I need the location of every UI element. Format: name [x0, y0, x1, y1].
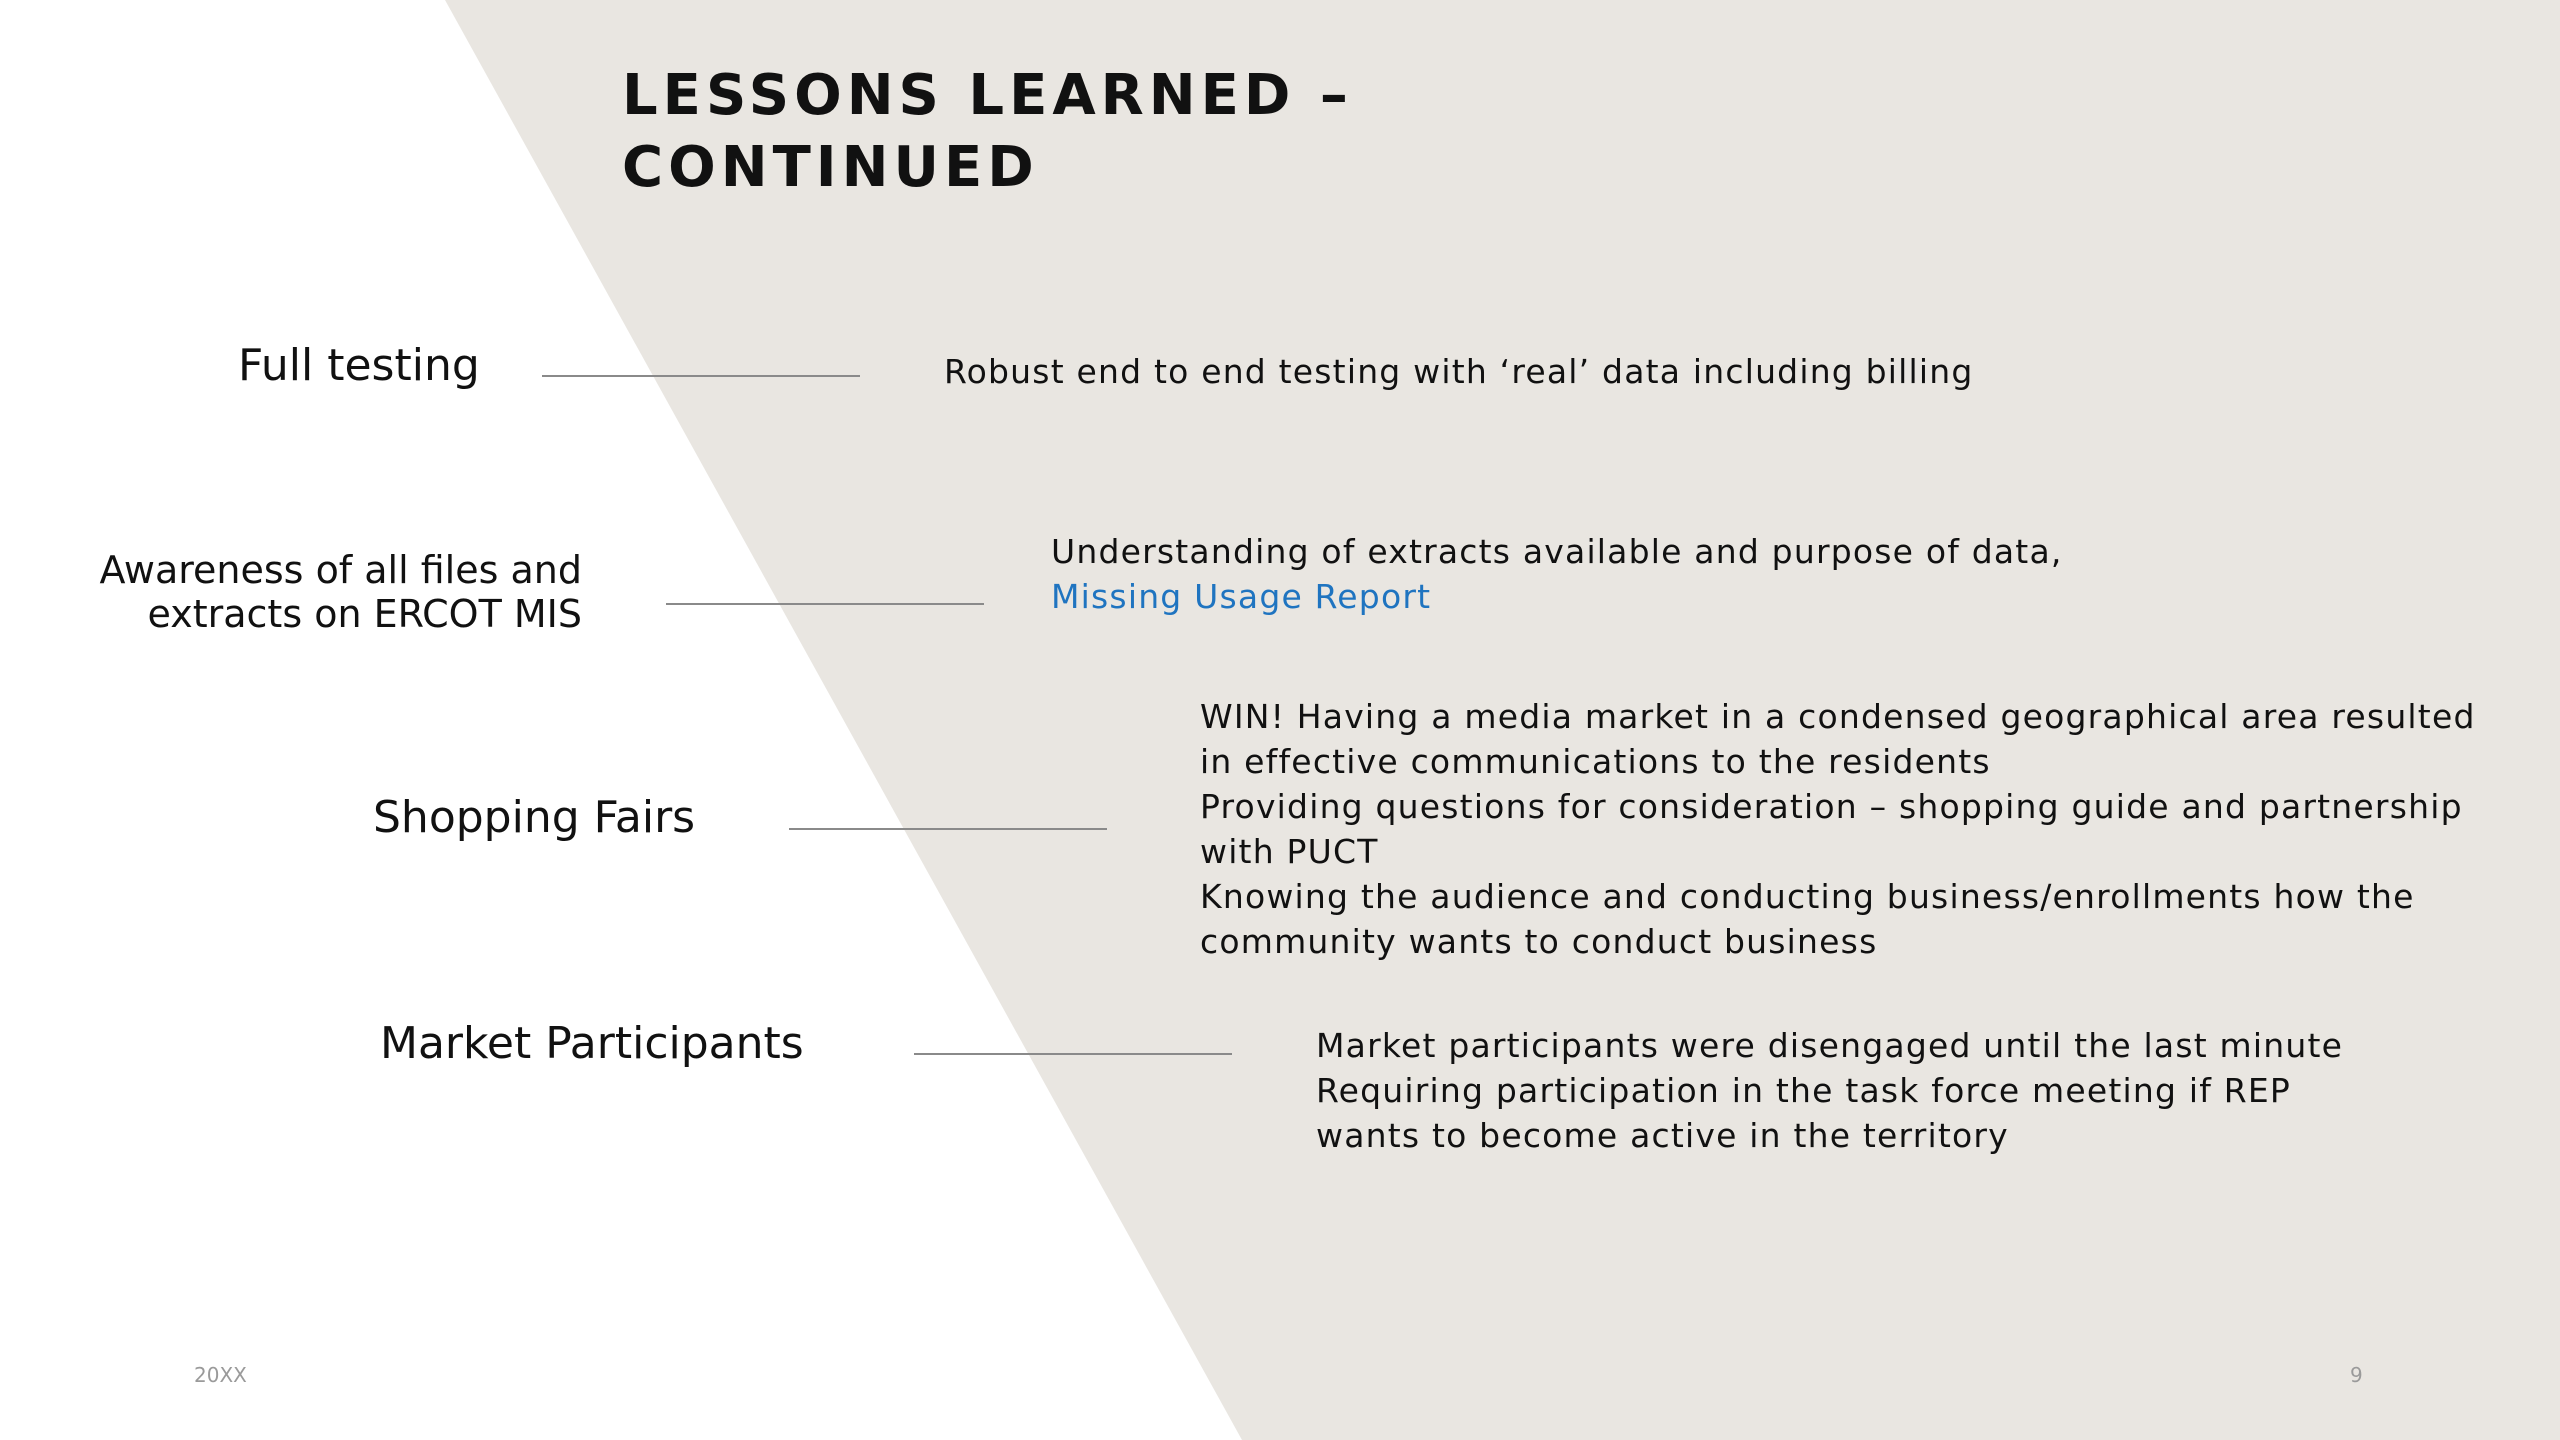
description-line: community wants to conduct business	[1200, 922, 1878, 961]
connector-line-market-participants	[914, 1053, 1232, 1055]
page-number: 9	[2350, 1363, 2363, 1387]
connector-line-full-testing	[542, 375, 860, 377]
description-line: Knowing the audience and conducting business/enrollments how the	[1200, 877, 2415, 916]
item-description-awareness	[1051, 529, 2063, 619]
item-description-shopping-fairs	[1200, 694, 2476, 964]
item-label-awareness	[60, 548, 582, 636]
title-line-2: CONTINUED	[622, 135, 1039, 200]
description-line: WIN! Having a media market in a condensed geographical area resulted	[1200, 697, 2476, 736]
description-line: wants to become active in the territory	[1316, 1116, 2009, 1155]
description-line: Robust end to end testing with ‘real’ data including billing	[944, 352, 1974, 391]
description-line: in effective communications to the residents	[1200, 742, 1991, 781]
footer-date: 20XX	[194, 1363, 247, 1387]
item-description-market-participants	[1316, 1023, 2343, 1158]
description-line: Requiring participation in the task force meeting if REP	[1316, 1071, 2292, 1110]
item-label-market-participants: Market Participants	[380, 1018, 804, 1069]
slide-title	[622, 60, 1822, 204]
missing-usage-report-link[interactable]: Missing Usage Report	[1051, 577, 1432, 616]
connector-line-awareness	[666, 603, 984, 605]
label-line: Awareness of all files and	[99, 548, 582, 592]
title-line-1: LESSONS LEARNED –	[622, 63, 1353, 128]
item-description-full-testing	[944, 349, 1974, 394]
item-label-shopping-fairs: Shopping Fairs	[373, 792, 696, 843]
connector-line-shopping-fairs	[789, 828, 1107, 830]
item-label-full-testing: Full testing	[238, 340, 480, 391]
description-line: Providing questions for consideration – shopping guide and partnership	[1200, 787, 2463, 826]
label-line: extracts on ERCOT MIS	[147, 592, 582, 636]
description-line: Understanding of extracts available and purpose of data,	[1051, 532, 2063, 571]
description-line: with PUCT	[1200, 832, 1379, 871]
description-line: Market participants were disengaged until the last minute	[1316, 1026, 2344, 1065]
